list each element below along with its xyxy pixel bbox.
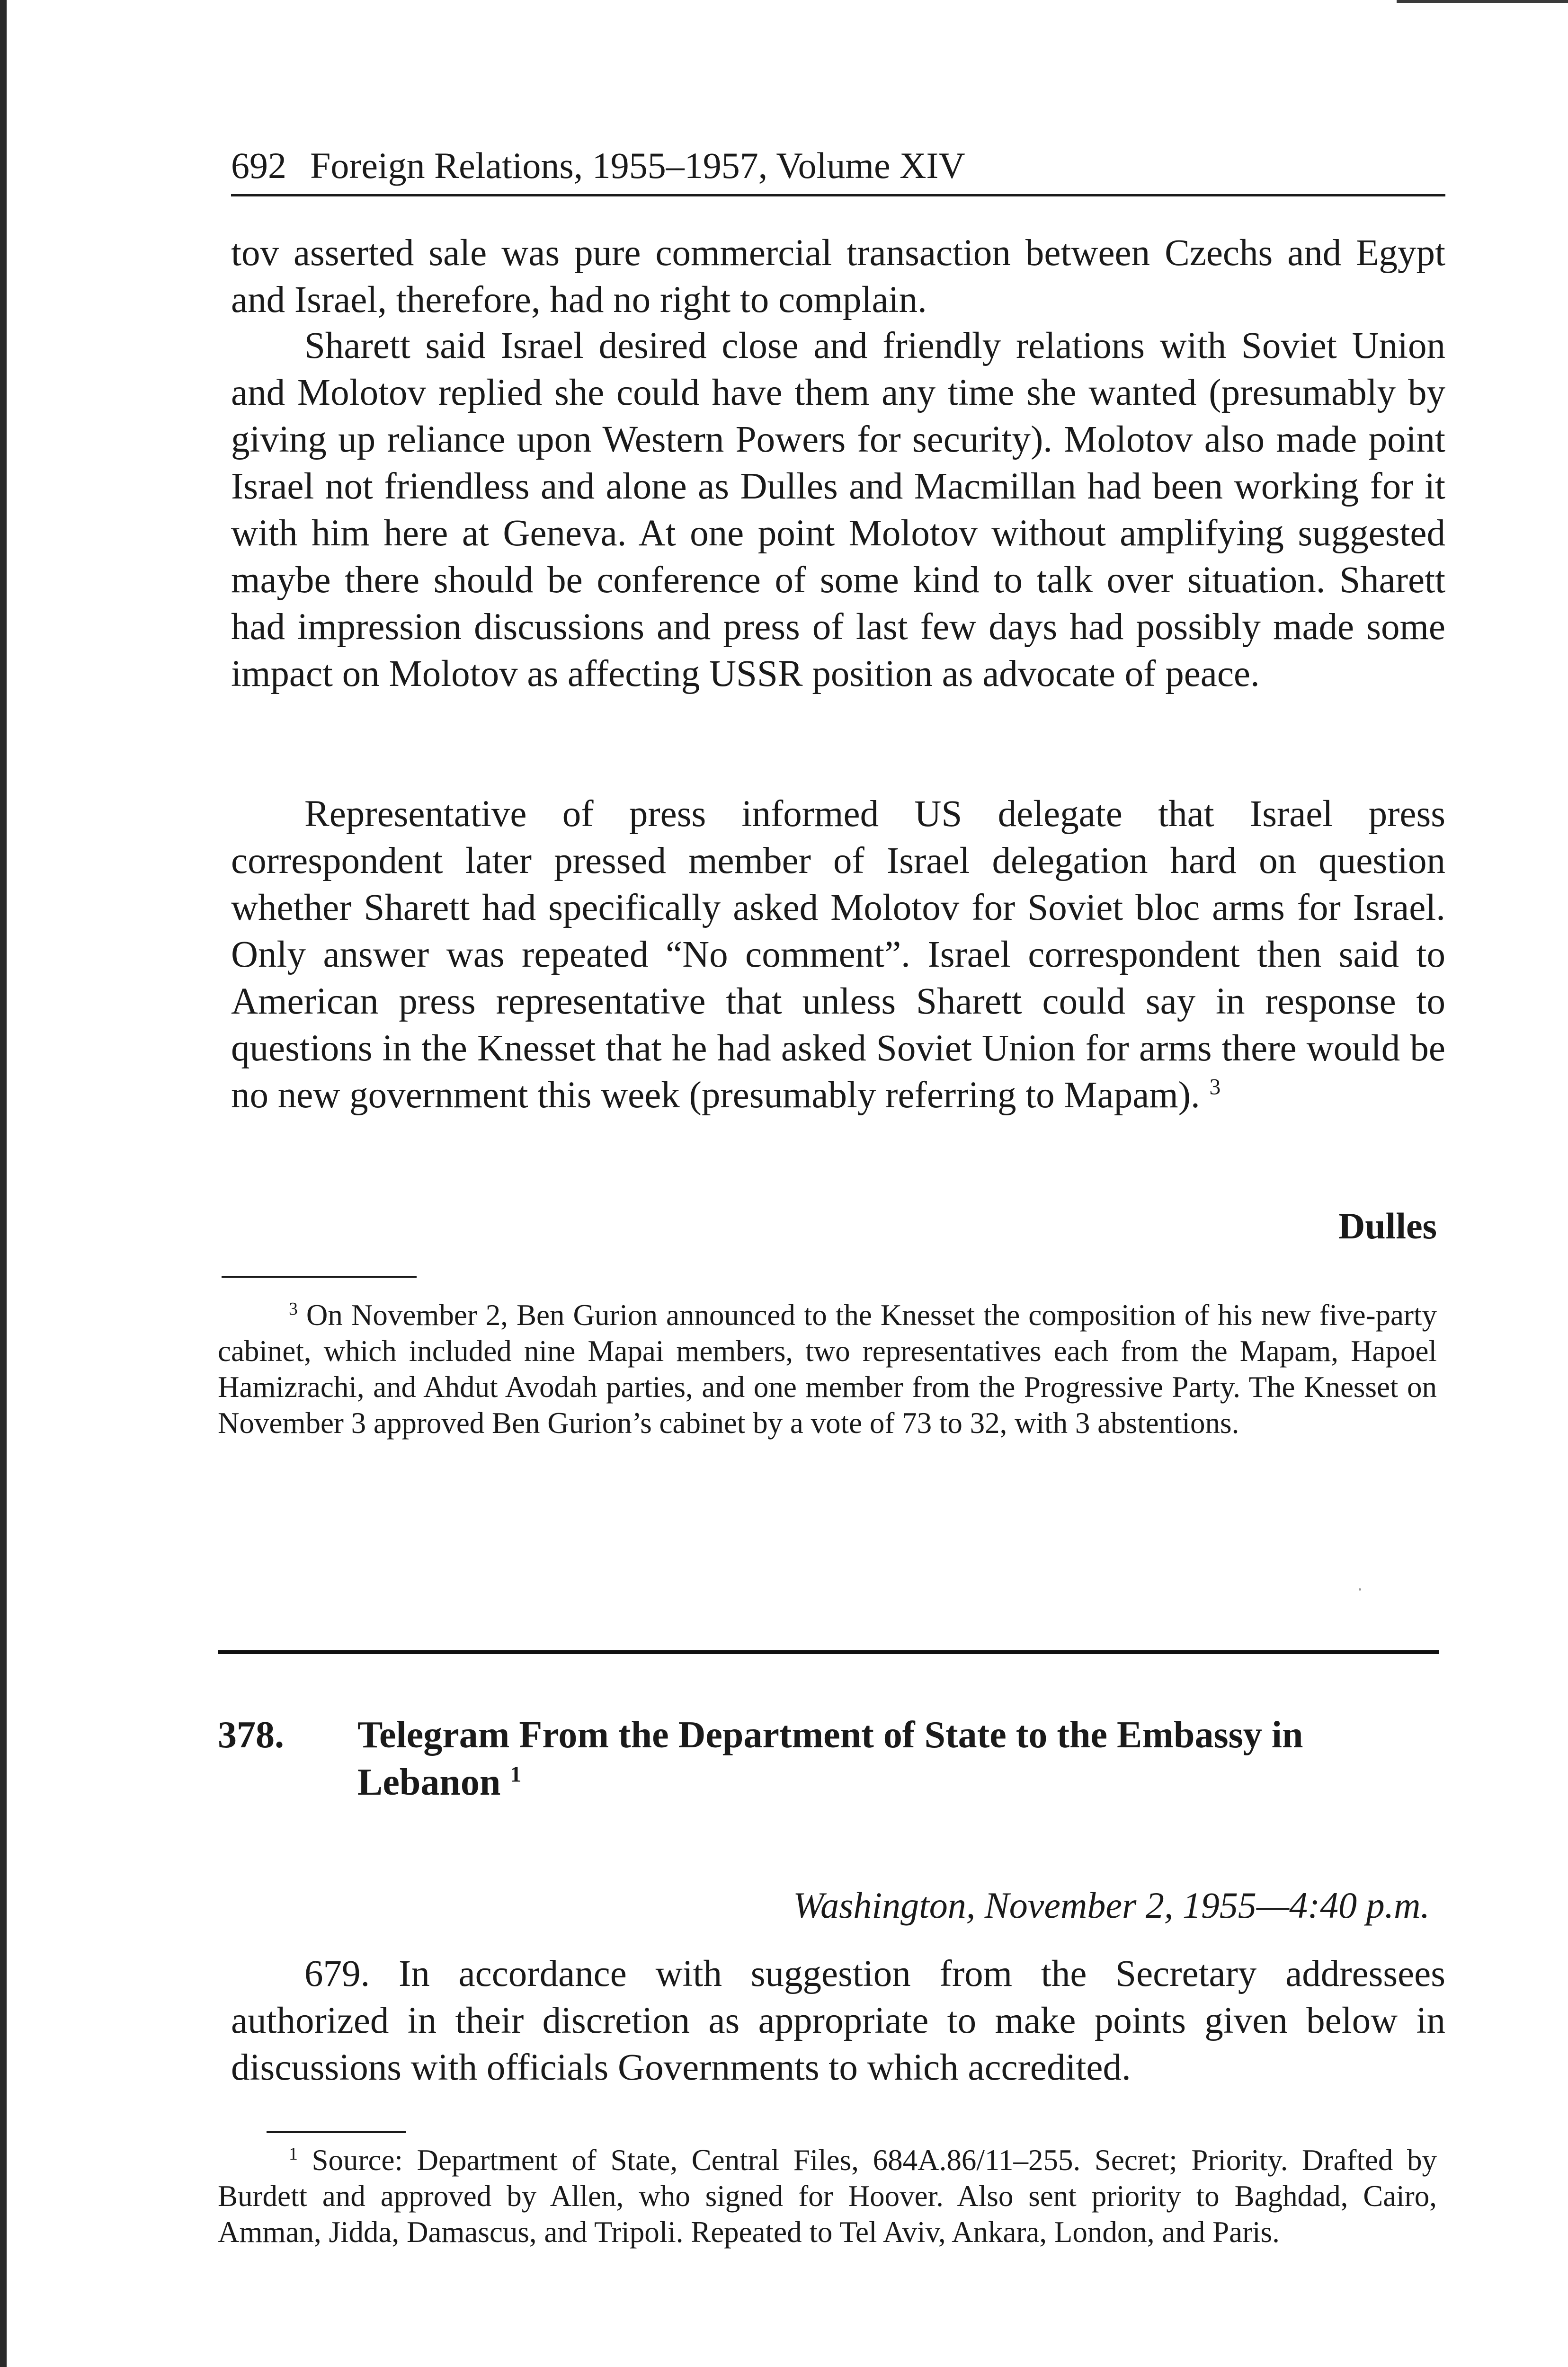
page-number: 692 [231, 145, 286, 186]
paragraph [231, 791, 1445, 1119]
footnote-3 [218, 1297, 1437, 1441]
document-number: 378. [218, 1714, 284, 1756]
scan-edge-shadow [0, 0, 7, 2367]
paragraph [231, 1950, 1445, 2091]
footnote-text: Source: Department of State, Central Files, 684A.86/11–255. Secret; Priority. Drafted by Burdett and approved by Allen, who signed for Hoover. Also sent priority to Baghdad, Cairo, Amman, Jidda, Damascus, and Tripoli. Repeated to Tel Aviv, Ankara, London, and Paris. [218, 2144, 1437, 2249]
paragraph-text: 679. In accordance with suggestion from the Secretary addressees authorized in their discretion as appropriate to make points given below in discussions with officials Governments to which accredited. [231, 1953, 1445, 2088]
document-title [357, 1711, 1446, 1806]
section-divider [218, 1650, 1439, 1654]
paragraph-text: Representative of press informed US delegate that Israel press correspondent later pressed member of Israel delegation hard on question whether Sharett had specifically asked Molotov for Soviet bloc arms for Israel. Only answer was repeated “No comment”. Israel correspondent then said to American press representative that unless Sharett could say in response to questions in the Knesset that he had asked Soviet Union for arms there would be no new government this week (presumably referring to Mapam). [231, 793, 1445, 1116]
paragraph-text: Sharett said Israel desired close and friendly relations with Soviet Union and Molotov replied she could have them any time she wanted (presumably by giving up reliance upon Western Powers for security). Molotov also made point Israel not friendless and alone as Dulles and Macmillan had been working for it with him here at Geneva. At one point Molotov without amplifying suggested maybe there should be conference of some kind to talk over situation. Sharett had impression discussions and press of last few days had possibly made some impact on Molotov as affecting USSR position as advocate of peace. [231, 325, 1445, 694]
footnote-1 [218, 2142, 1437, 2250]
dateline: Washington, November 2, 1955—4:40 p.m. [793, 1885, 1430, 1926]
footnote-marker: 1 [289, 2144, 298, 2164]
document-title-text: Telegram From the Department of State to the Embassy in Lebanon [357, 1714, 1303, 1803]
scan-speck [1359, 1588, 1361, 1591]
footnote-marker: 3 [289, 1299, 298, 1319]
paragraph-continued [231, 230, 1445, 323]
footnote-ref-1: 1 [510, 1762, 522, 1787]
signature: Dulles [1338, 1205, 1437, 1246]
running-header [231, 137, 1445, 196]
paragraph [231, 322, 1445, 697]
footnote-rule [222, 1276, 417, 1278]
footnote-text: On November 2, Ben Gurion announced to the Knesset the composition of his new five-party cabinet, which included nine Mapai members, two representatives each from the Mapam, Hapoel Hamizrachi, and Ahdut Avodah parties, and one member from the Progressive Party. The Knesset on November 3 approved Ben Gurion’s cabinet by a vote of 73 to 32, with 3 abstentions. [218, 1299, 1437, 1440]
footnote-ref-3: 3 [1209, 1075, 1221, 1100]
running-title: Foreign Relations, 1955–1957, Volume XIV [310, 145, 965, 186]
scan-corner-mark [1397, 0, 1568, 3]
paragraph-text: tov asserted sale was pure commercial transaction between Czechs and Egypt and Israel, therefore, had no right to complain. [231, 232, 1445, 320]
footnote-rule [267, 2131, 406, 2133]
